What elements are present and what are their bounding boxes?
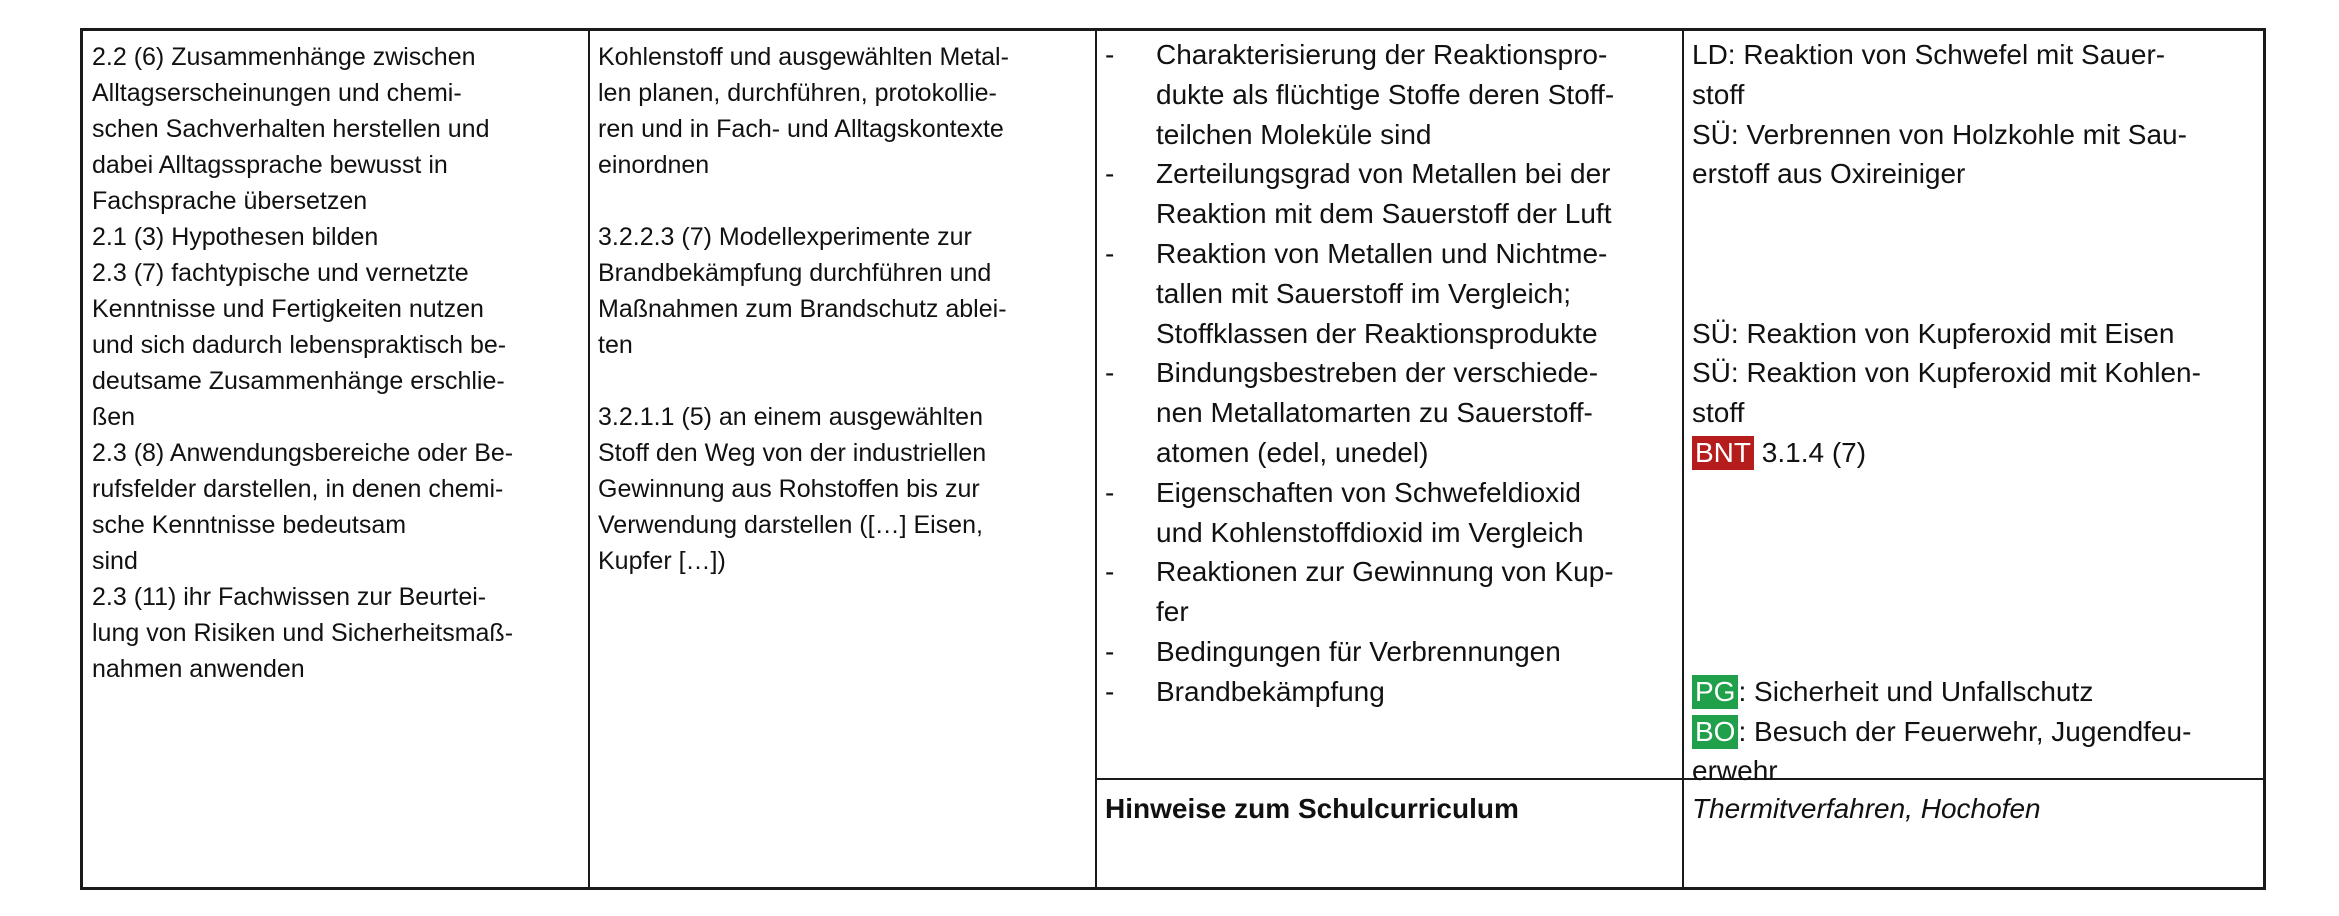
column-divider-2 [1095, 31, 1097, 887]
text-line: 2.3 (8) Anwendungsbereiche oder Be- [92, 439, 514, 467]
text-line: 2.2 (6) Zusammenhänge zwischen [92, 43, 476, 71]
hinweise-cell [1692, 35, 2262, 791]
competence-block-2 [598, 219, 1088, 363]
text-line: 2.3 (7) fachtypische und vernetzte [92, 259, 469, 287]
schulcurriculum-note: Thermitverfahren, Hochofen [1692, 793, 2041, 824]
text-line: deutsame Zusammenhänge erschlie- [92, 367, 505, 395]
bo-reference [1692, 712, 2262, 752]
text-line: ren und in Fach- und Alltagskontexte [598, 115, 1004, 143]
dash-marker: - [1105, 476, 1115, 508]
dash-marker: - [1105, 158, 1115, 190]
bnt-reference [1692, 433, 2262, 473]
text-line: nahmen anwenden [92, 655, 305, 683]
text-line: schen Sachverhalten herstellen und [92, 115, 490, 143]
text-line: Brandbekämpfung [1156, 675, 1385, 707]
bullet-item [1105, 632, 1675, 672]
bnt-badge: BNT [1692, 436, 1754, 470]
column-divider-3 [1682, 31, 1684, 887]
text-line: Stoff den Weg von der industriellen [598, 439, 987, 467]
bullet-item [1105, 154, 1675, 234]
text-line: Kenntnisse und Fertigkeiten nutzen [92, 295, 484, 323]
competence-block-1 [598, 39, 1088, 183]
prozess-kompetenzen-cell [92, 39, 582, 687]
text-line: Reaktion mit dem Sauerstoff der Luft [1156, 198, 1612, 230]
text-line: rufsfelder darstellen, in denen chemi- [92, 475, 504, 503]
su-experiment-line: SÜ: Verbrennen von Holzkohle mit Sau- [1692, 118, 2187, 150]
text-line: Bindungsbestreben der verschiede- [1156, 357, 1599, 389]
text-line: fer [1156, 596, 1189, 628]
pg-reference-text: : Sicherheit und Unfallschutz [1738, 675, 2094, 707]
text-line: Alltagserscheinungen und chemi- [92, 79, 462, 107]
text-line: 2.3 (11) ihr Fachwissen zur Beurtei- [92, 583, 487, 611]
su-experiment-line: SÜ: Reaktion von Kupferoxid mit Eisen [1692, 317, 2175, 349]
text-line: Charakterisierung der Reaktionspro- [1156, 39, 1608, 70]
hinweise-heading: Hinweise zum Schulcurriculum [1105, 793, 1519, 824]
text-line: ßen [92, 403, 136, 431]
dash-marker: - [1105, 635, 1115, 667]
text-line: sche Kenntnisse bedeutsam [92, 511, 407, 539]
text-line: und Kohlenstoffdioxid im Vergleich [1156, 516, 1584, 548]
text-line: nen Metallatomarten zu Sauerstoff- [1156, 397, 1593, 429]
inhalt-kompetenzen-cell [598, 39, 1088, 579]
pg-reference [1692, 672, 2262, 712]
bullet-item [1105, 353, 1675, 472]
text-line: Kohlenstoff und ausgewählten Metal- [598, 43, 1009, 71]
text-line: Reaktion von Metallen und Nichtme- [1156, 237, 1608, 269]
su-experiment-line: SÜ: Reaktion von Kupferoxid mit Kohlen- [1692, 357, 2201, 389]
bullet-item [1105, 234, 1675, 353]
dash-marker: - [1105, 556, 1115, 588]
text-line: teilchen Moleküle sind [1156, 118, 1432, 150]
text-line: Eigenschaften von Schwefeldioxid [1156, 476, 1581, 508]
text-line: Verwendung darstellen ([…] Eisen, [598, 511, 983, 539]
text-line: Fachsprache übersetzen [92, 187, 368, 215]
text-line: tallen mit Sauerstoff im Vergleich; [1156, 277, 1572, 309]
text-line: len planen, durchführen, protokollie- [598, 79, 997, 107]
text-line: Brandbekämpfung durchführen und [598, 259, 992, 287]
text-line: 2.1 (3) Hypothesen bilden [92, 223, 379, 251]
text-line: Stoffklassen der Reaktionsprodukte [1156, 317, 1598, 349]
bullet-item [1105, 552, 1675, 632]
bo-reference-continued: erwehr [1692, 755, 1778, 787]
text-line: Reaktionen zur Gewinnung von Kup- [1156, 556, 1614, 588]
dash-marker: - [1105, 675, 1115, 707]
bnt-reference-text: 3.1.4 (7) [1754, 436, 1867, 468]
text-line: Kupfer […]) [598, 547, 726, 575]
pg-badge: PG [1692, 675, 1738, 709]
text-line: einordnen [598, 151, 710, 179]
text-line: atomen (edel, unedel) [1156, 436, 1429, 468]
competence-block-3 [598, 399, 1088, 579]
text-line: lung von Risiken und Sicherheitsmaß- [92, 619, 514, 647]
dash-marker: - [1105, 357, 1115, 389]
text-line: Zerteilungsgrad von Metallen bei der [1156, 158, 1611, 190]
su-experiment-line: erstoff aus Oxireiniger [1692, 158, 1966, 190]
bullet-item [1105, 672, 1675, 712]
text-line: 3.2.1.1 (5) an einem ausgewählten [598, 403, 983, 431]
dash-marker: - [1105, 237, 1115, 269]
su-experiment-line: stoff [1692, 397, 1745, 429]
ld-experiment-line: stoff [1692, 78, 1745, 110]
text-line: dukte als flüchtige Stoffe deren Stoff- [1156, 78, 1615, 110]
text-line: Gewinnung aus Rohstoffen bis zur [598, 475, 980, 503]
bullet-item [1105, 35, 1675, 154]
bullet-item [1105, 473, 1675, 553]
text-line: und sich dadurch lebenspraktisch be- [92, 331, 507, 359]
text-line: Bedingungen für Verbrennungen [1156, 635, 1561, 667]
text-line: 3.2.2.3 (7) Modellexperimente zur [598, 223, 972, 251]
bo-badge: BO [1692, 715, 1738, 749]
bo-reference-text: : Besuch der Feuerwehr, Jugendfeu- [1738, 715, 2192, 747]
ld-experiment-line: LD: Reaktion von Schwefel mit Sauer- [1692, 39, 2166, 70]
curriculum-table [80, 28, 2266, 890]
konkretisierung-cell [1105, 35, 1675, 712]
text-line: ten [598, 331, 633, 359]
column-divider-1 [588, 31, 590, 887]
dash-marker: - [1105, 39, 1115, 70]
text-line: sind [92, 547, 138, 575]
text-line: dabei Alltagssprache bewusst in [92, 151, 448, 179]
text-line: Maßnahmen zum Brandschutz ablei- [598, 295, 1007, 323]
